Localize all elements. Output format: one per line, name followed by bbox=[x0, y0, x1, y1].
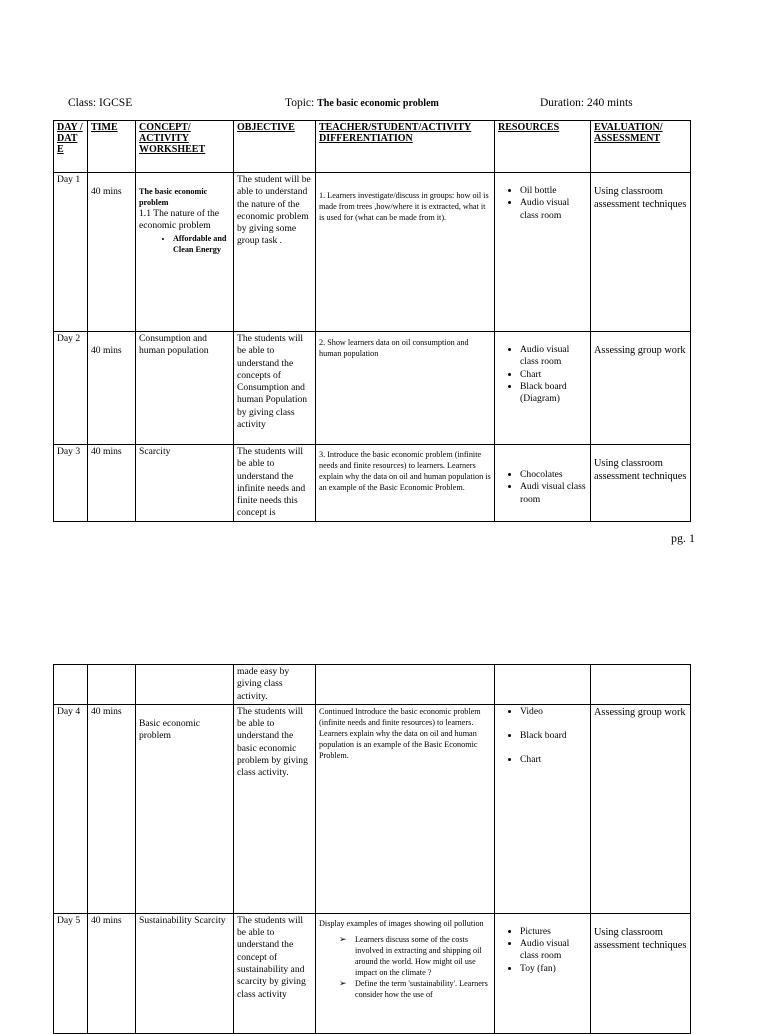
list-item: ➢ Learners discuss some of the costs involved in extracting and shipping oil around the world. How might oil use impact on the climate ? bbox=[355, 934, 491, 978]
concept-cell: Scarcity bbox=[136, 445, 234, 522]
table-row bbox=[54, 445, 691, 522]
evaluation-cell: Using classroom assessment techniques bbox=[591, 445, 691, 522]
resources-cell bbox=[495, 173, 591, 332]
col-header-time: TIME bbox=[88, 121, 136, 173]
resources-list bbox=[498, 469, 587, 506]
list-item: • Oil bottle bbox=[520, 185, 587, 197]
evaluation-cell: Assessing group work bbox=[591, 332, 691, 445]
day-cell: Day 1 bbox=[54, 173, 88, 332]
concept-cell: Consumption and human population bbox=[136, 332, 234, 445]
concept-bullets bbox=[139, 233, 230, 255]
time-cell: 40 mins bbox=[88, 332, 136, 445]
lesson-plan-table-page1 bbox=[53, 120, 691, 522]
list-item: • Black board bbox=[520, 730, 587, 742]
list-item: • Toy (fan) bbox=[520, 963, 587, 975]
topic-prefix: Topic: bbox=[285, 97, 318, 109]
objective-cell: The student will be able to understand the nature of the economic problem by giving some group task . bbox=[234, 173, 316, 332]
time-cell: 40 mins bbox=[88, 704, 136, 913]
list-item: • Chocolates bbox=[520, 469, 587, 481]
activity-intro: Display examples of images showing oil pollution bbox=[319, 918, 484, 928]
page-number: pg. 1 bbox=[671, 531, 695, 545]
topic-value: The basic economic problem bbox=[317, 98, 439, 109]
resources-cell bbox=[495, 332, 591, 445]
day-cell: Day 3 bbox=[54, 445, 88, 522]
objective-cell: made easy by giving class activity. bbox=[234, 665, 316, 705]
objective-cell: The students will be able to understand the concept of sustainability and scarcity by giving class activity bbox=[234, 913, 316, 1033]
resources-list bbox=[498, 344, 587, 405]
table-row bbox=[54, 704, 691, 913]
list-item: • Video bbox=[520, 706, 587, 718]
resources-list bbox=[498, 185, 587, 222]
time-cell: 40 mins bbox=[88, 913, 136, 1033]
objective-cell: The students will be able to understand the basic economic problem by giving class activity. bbox=[234, 704, 316, 913]
list-item: • Pictures bbox=[520, 926, 587, 938]
activity-cell: Continued Introduce the basic economic problem (infinite needs and finite resources) to learners. Learners explain why the data on oil and human population is an example of the Basic Economic Problem. bbox=[316, 704, 495, 913]
duration-label: Duration: 240 mints bbox=[540, 97, 633, 109]
concept-title: The basic economic problem bbox=[139, 187, 208, 207]
table-row bbox=[54, 173, 691, 332]
resources-cell bbox=[495, 704, 591, 913]
table-row bbox=[54, 665, 691, 705]
list-item: ➢ Define the term 'sustainability'. Learners consider how the use of bbox=[355, 978, 491, 1000]
time-cell: 40 mins bbox=[88, 445, 136, 522]
day-cell: Day 4 bbox=[54, 704, 88, 913]
table-row bbox=[54, 913, 691, 1033]
topic-label bbox=[285, 97, 439, 109]
list-item: • Audio visual class room bbox=[520, 197, 587, 222]
activity-cell: 1. Learners investigate/discuss in groups: how oil is made from trees ,how/where it is extracted, what it is used for (what can be made from it). bbox=[316, 173, 495, 332]
activity-points bbox=[319, 934, 491, 1000]
activity-cell: 2. Show learners data on oil consumption and human population bbox=[316, 332, 495, 445]
col-header-resources: RESOURCES bbox=[495, 121, 591, 173]
col-header-objective: OBJECTIVE bbox=[234, 121, 316, 173]
resources-cell bbox=[495, 913, 591, 1033]
list-item: • Black board (Diagram) bbox=[520, 381, 587, 406]
concept-cell bbox=[136, 173, 234, 332]
activity-cell bbox=[316, 913, 495, 1033]
list-item: • Affordable and Clean Energy bbox=[173, 233, 230, 255]
objective-cell: The students will be able to understand the concepts of Consumption and human Population by giving class activity bbox=[234, 332, 316, 445]
resources-list bbox=[498, 706, 587, 767]
list-item: • Audio visual class room bbox=[520, 344, 587, 369]
day-cell: Day 2 bbox=[54, 332, 88, 445]
col-header-day: DAY / DAT E bbox=[54, 121, 88, 173]
class-label: Class: IGCSE bbox=[68, 97, 133, 109]
col-header-concept: CONCEPT/ ACTIVITY WORKSHEET bbox=[136, 121, 234, 173]
lesson-plan-table-page2 bbox=[53, 664, 691, 1034]
col-header-evaluation: EVALUATION/ ASSESSMENT bbox=[591, 121, 691, 173]
col-header-activity: TEACHER/STUDENT/ACTIVITY DIFFERENTIATION bbox=[316, 121, 495, 173]
objective-cell: The students will be able to understand the infinite needs and finite needs this concept is bbox=[234, 445, 316, 522]
list-item: • Chart bbox=[520, 369, 587, 381]
resources-cell bbox=[495, 445, 591, 522]
table-row bbox=[54, 332, 691, 445]
concept-subtitle: 1.1 The nature of the economic problem bbox=[139, 208, 220, 232]
list-item: • Audi visual class room bbox=[520, 481, 587, 506]
day-cell: Day 5 bbox=[54, 913, 88, 1033]
resources-list bbox=[498, 926, 587, 975]
time-cell: 40 mins bbox=[88, 173, 136, 332]
concept-cell: Basic economic problem bbox=[136, 704, 234, 913]
activity-cell: 3. Introduce the basic economic problem (infinite needs and finite resources) to learners. Learners explain why the data on oil and human population is an example of the Basic Economic Problem. bbox=[316, 445, 495, 522]
evaluation-cell: Assessing group work bbox=[591, 704, 691, 913]
list-item: • Audio visual class room bbox=[520, 938, 587, 963]
concept-cell: Sustainability Scarcity bbox=[136, 913, 234, 1033]
evaluation-cell: Using classroom assessment techniques bbox=[591, 173, 691, 332]
evaluation-cell: Using classroom assessment techniques bbox=[591, 913, 691, 1033]
list-item: • Chart bbox=[520, 754, 587, 766]
